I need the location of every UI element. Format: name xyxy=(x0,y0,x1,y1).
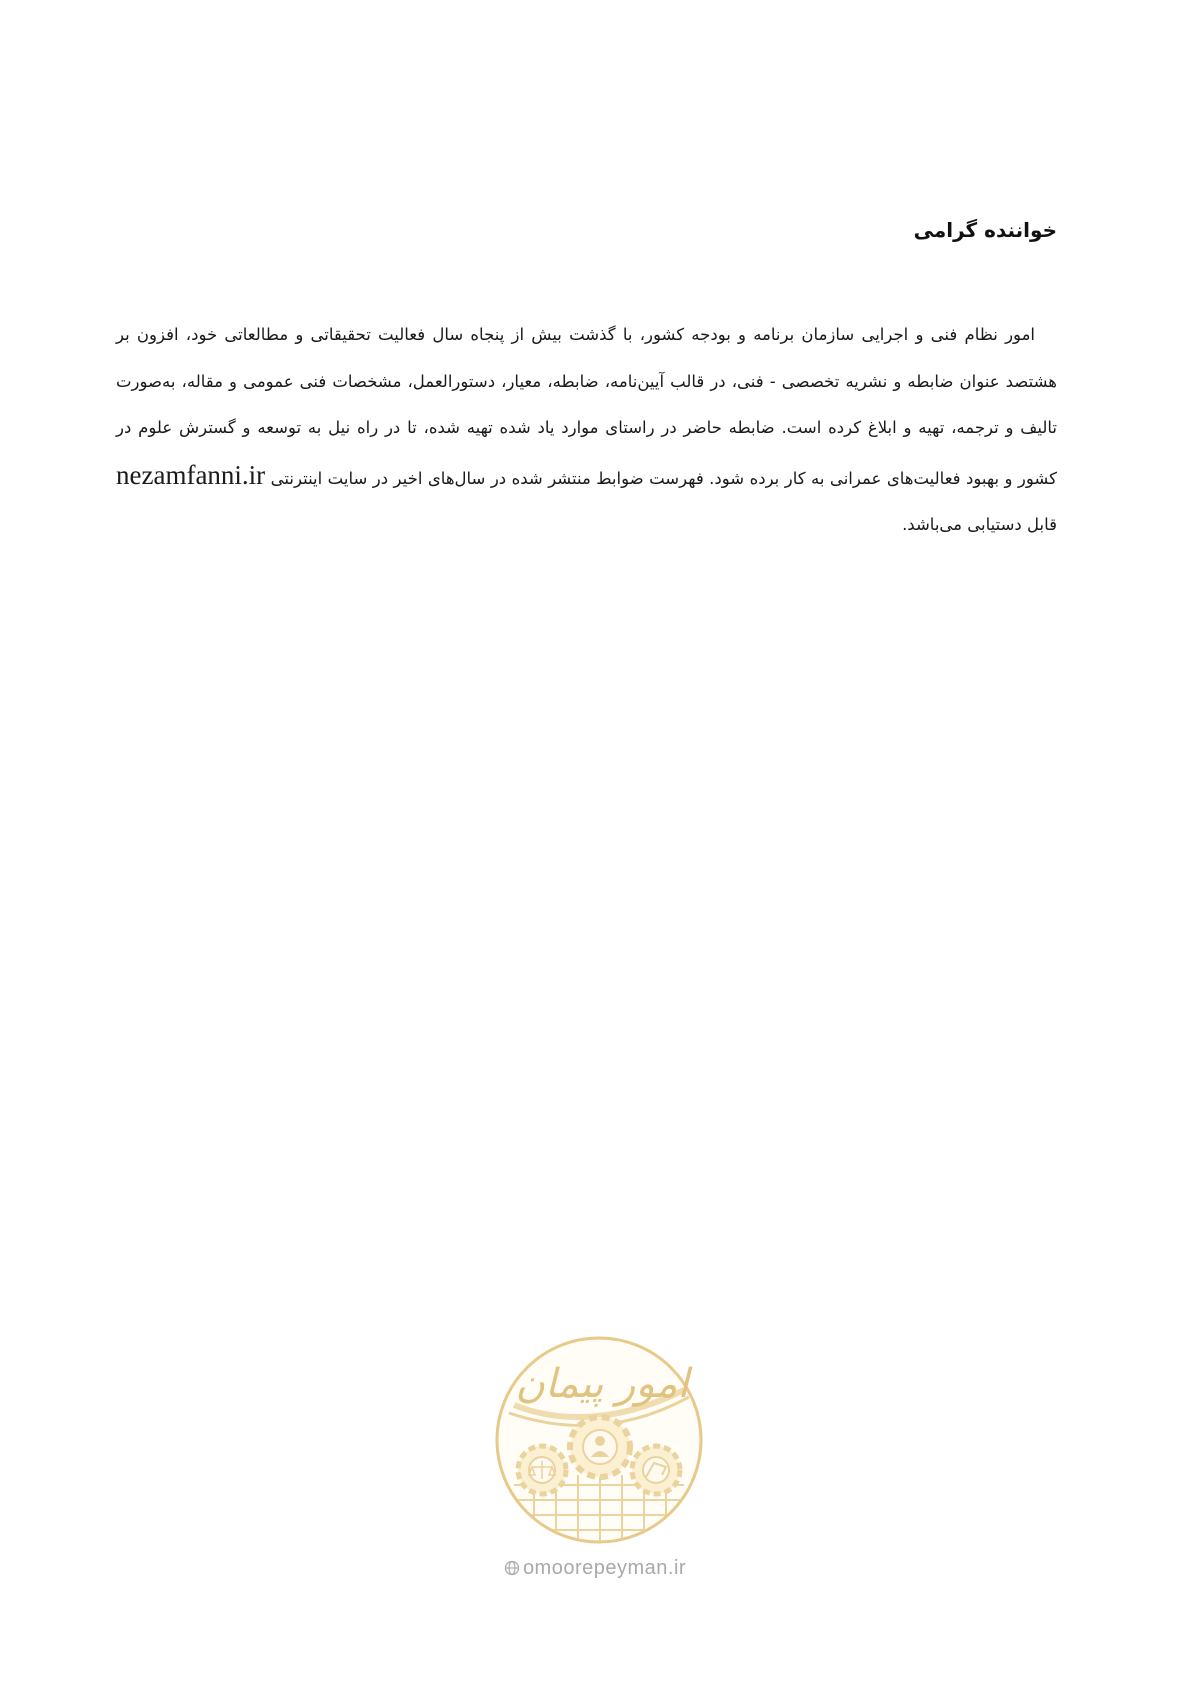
watermark-caption-text: omoorepeyman.ir xyxy=(522,1557,687,1579)
paragraph-end-text: قابل دستیابی می‌باشد. xyxy=(902,515,1057,534)
globe-icon xyxy=(504,1560,520,1576)
website-link[interactable]: nezamfanni.ir xyxy=(116,459,266,490)
watermark-seal xyxy=(494,1335,704,1545)
watermark-caption xyxy=(470,1557,720,1580)
page-heading: خواننده گرامی xyxy=(913,218,1057,242)
paragraph-main-text: امور نظام فنی و اجرایی سازمان برنامه و بودجه کشور، با گذشت بیش از پنجاه سال فعالیت تحقیقاتی و مطالعاتی خود، افزون بر هشتصد عنوان ضابطه و نشریه تخصصی - فنی، در قالب آیین‌نامه، ضابطه، معیار، دستورالعمل، مشخصات فنی عمومی و مقاله، به‌صورت تالیف و ترجمه، تهیه و ابلاغ کرده است. ضابطه حاضر در راستای موارد یاد شده تهیه شده، تا در راه نیل به توسعه و گسترش علوم در کشور و بهبود فعالیت‌های عمرانی به کار برده شود. فهرست ضوابط منتشر شده در سال‌های اخیر در سایت اینترنتی xyxy=(116,325,1057,488)
intro-paragraph xyxy=(116,312,1057,549)
watermark-logo-text: امور پیمان xyxy=(515,1361,689,1407)
